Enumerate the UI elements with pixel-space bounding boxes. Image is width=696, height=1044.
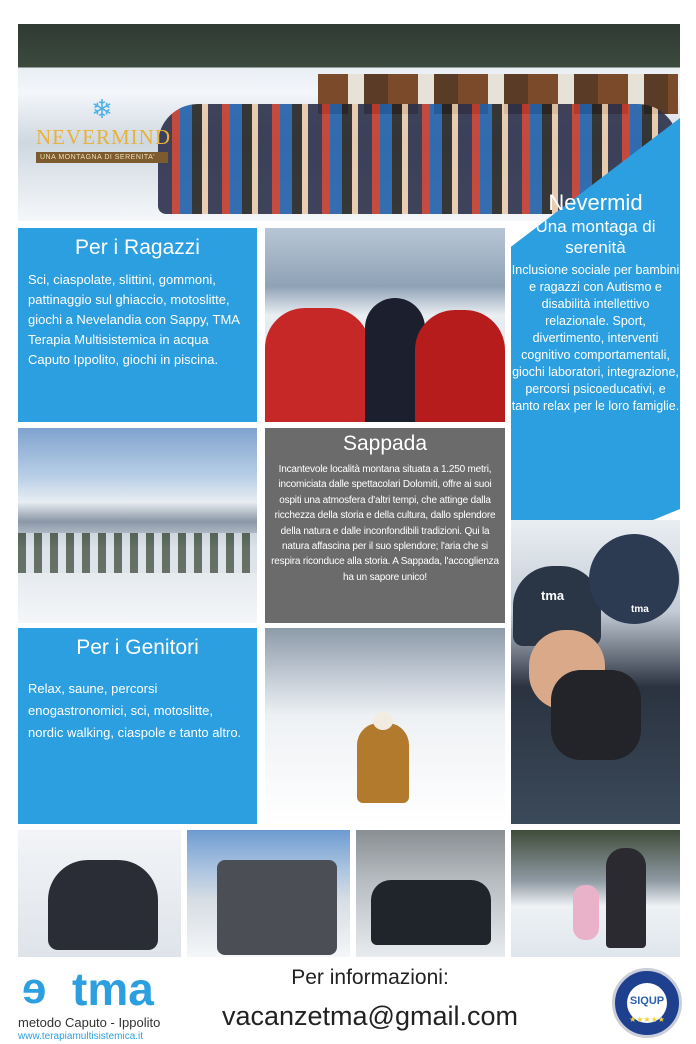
sappada-title: Sappada [342, 432, 428, 455]
snowmobile-photo [356, 830, 505, 957]
nevermind-logo-tagline: UNA MONTAGNA DI SERENITA' [36, 152, 168, 163]
snowcat [217, 860, 337, 955]
genitori-title: Per i Genitori [76, 636, 199, 659]
walker-hat [373, 712, 393, 730]
nevermind-logo [36, 94, 171, 163]
sledders [48, 860, 158, 950]
info-title: Per informazioni: [291, 966, 449, 989]
star-icon: ★★★★★ [629, 1015, 665, 1024]
nevermid-subtitle: Una montaga di serenità [535, 217, 656, 257]
skier-red-jacket-2 [415, 310, 505, 422]
tma-hats-photo [511, 520, 680, 824]
skating-adult [606, 848, 646, 948]
badge-text: SIQUP [629, 995, 665, 1007]
genitori-text: Relax, saune, percorsi enogastronomici, sci, motoslitte, nordic walking, ciaspole e tanto altro. [28, 681, 242, 740]
skating-child [573, 885, 599, 940]
contact-email[interactable]: vacanzetma@gmail.com [221, 1001, 518, 1031]
ragazzi-text: Sci, ciaspolate, slittini, gommoni, pattinaggio sul ghiaccio, motoslitte, giochi a Nevelandia con Sappy, TMA Terapia Multisistemica in acqua Caputo Ippolito, giochi in piscina. [28, 272, 240, 367]
walker-in-coat [357, 723, 409, 803]
hat-label-right: tma [631, 604, 649, 615]
tma-logo [16, 965, 171, 1043]
tma-swirl-icon: ɘ [22, 964, 47, 1013]
sappada-panel [265, 428, 505, 623]
snow-walk-photo [265, 628, 505, 824]
snowy-village-photo [18, 428, 257, 623]
nevermid-panel [511, 118, 680, 578]
nevermid-title: Nevermid [548, 190, 643, 215]
hat-label-left: tma [541, 588, 565, 603]
siqup-badge [612, 968, 682, 1038]
tma-logo-word: tma [72, 963, 154, 1015]
genitori-panel [18, 628, 257, 824]
ragazzi-panel [18, 228, 257, 422]
tma-logo-subtitle: metodo Caputo - Ippolito [18, 1015, 161, 1030]
skier-red-jacket [265, 308, 370, 422]
sledding-photo [18, 830, 181, 957]
nevermid-text: Inclusione sociale per bambini e ragazzi con Autismo e disabilità intellettivo relazionale. Sport, divertimento, interventi cognitivo comportamentali, giochi laboratori, integrazione, percorsi psicoeducativi, e tanto relax per le loro famiglie. [511, 263, 680, 413]
snowmobile [371, 880, 491, 945]
nevermind-logo-word: NEVERMIND [36, 125, 171, 149]
snowcat-photo [187, 830, 350, 957]
skiers-photo [265, 228, 505, 422]
sappada-text: Incantevole località montana situata a 1.250 metri, incomiciata dalle spettacolari Dolomiti, offre ai suoi ospiti una atmosfera d'altri tempi, che attinge dalla ricchezza della storia e della cultura, dallo splendore della natura e dalle inconfondibili tradizioni. Qui la natura affascina per il suo splendore; l'aria che si respira riconduce alla storia. A Sappada, l'accoglienza ha un sapore unico! [271, 464, 499, 583]
glove [551, 670, 641, 760]
ragazzi-title: Per i Ragazzi [75, 236, 200, 259]
ice-skating-photo [511, 830, 680, 957]
snowflake-icon: ❄ [91, 94, 113, 124]
tma-website[interactable]: www.terapiamultisistemica.it [18, 1031, 144, 1042]
pine-trees [18, 533, 257, 573]
